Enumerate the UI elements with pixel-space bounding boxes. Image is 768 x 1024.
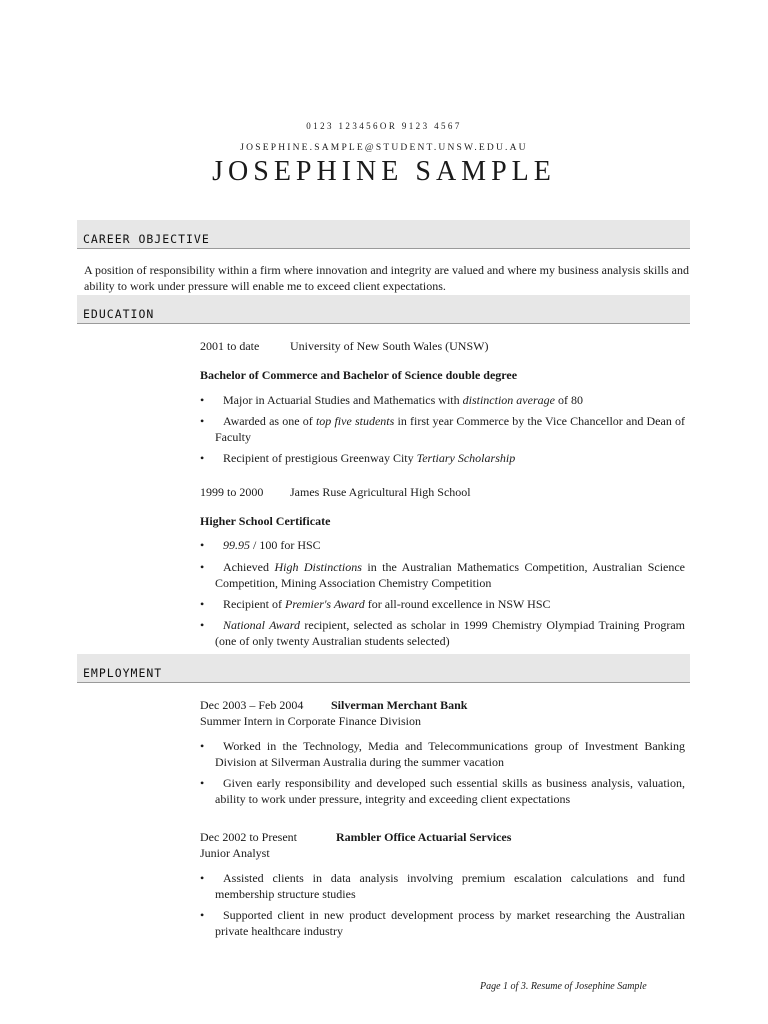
list-item: • Major in Actuarial Studies and Mathematics with distinction average of 80 [200, 393, 583, 407]
job-role-rambler: Junior Analyst [200, 846, 270, 860]
job-dates-silverman: Dec 2003 – Feb 2004 [200, 698, 304, 712]
bullet-icon: • [200, 414, 205, 428]
career-objective-text: A position of responsibility within a firm where innovation and integrity are valued and where my business analysis skills and ability to work under pressure will enable me to exceed client expectations. [84, 263, 689, 293]
career-objective-heading-band [77, 220, 690, 249]
bullet-icon: • [200, 451, 205, 465]
employment-heading-band [77, 654, 690, 683]
candidate-name: JOSEPHINE SAMPLE [212, 156, 556, 187]
list-item: • 99.95 / 100 for HSC [200, 538, 321, 552]
email-address: JOSEPHINE.SAMPLE@STUDENT.UNSW.EDU.AU [240, 143, 528, 153]
job-company-silverman: Silverman Merchant Bank [331, 698, 468, 712]
list-item: • Recipient of Premier's Award for all-round excellence in NSW HSC [200, 597, 551, 611]
list-item: • Awarded as one of top five students in first year Commerce by the Vice Chancellor and Dean of Faculty [200, 414, 686, 444]
education-heading-band [77, 295, 690, 324]
job-company-rambler: Rambler Office Actuarial Services [336, 830, 512, 844]
job-role-silverman: Summer Intern in Corporate Finance Division [200, 714, 421, 728]
bullet-icon: • [200, 871, 205, 885]
career-objective-heading: CAREER OBJECTIVE [83, 232, 210, 246]
list-item: • Worked in the Technology, Media and Telecommunications group of Investment Banking Division at Silverman Australia during the summer vacation [200, 739, 685, 769]
bullet-icon: • [200, 618, 205, 632]
education-degree-ruse: Higher School Certificate [200, 514, 331, 528]
list-item: • Assisted clients in data analysis involving premium escalation calculations and fund membership structure studies [200, 871, 685, 901]
bullet-icon: • [200, 776, 205, 790]
job-dates-rambler: Dec 2002 to Present [200, 830, 297, 844]
education-heading: EDUCATION [83, 307, 155, 321]
education-school-ruse: James Ruse Agricultural High School [290, 485, 471, 499]
list-item: • Recipient of prestigious Greenway City Tertiary Scholarship [200, 451, 516, 465]
bullet-icon: • [200, 538, 205, 552]
bullet-icon: • [200, 739, 205, 753]
list-item: • Supported client in new product development process by market researching the Australian private healthcare industry [200, 908, 685, 938]
education-degree-unsw: Bachelor of Commerce and Bachelor of Science double degree [200, 368, 518, 382]
list-item: • Given early responsibility and developed such essential skills as business analysis, valuation, ability to work under pressure, integrity and exceeding client expectations [200, 776, 685, 806]
list-item: • National Award recipient, selected as scholar in 1999 Chemistry Olympiad Training Program (one of only twenty Australian students selected) [200, 618, 685, 648]
phone-number: 0123 123456OR 9123 4567 [306, 121, 462, 131]
employment-heading: EMPLOYMENT [83, 666, 163, 680]
bullet-icon: • [200, 560, 205, 574]
education-dates-unsw: 2001 to date [200, 339, 260, 353]
bullet-icon: • [200, 908, 205, 922]
education-school-unsw: University of New South Wales (UNSW) [290, 339, 489, 353]
list-item: • Achieved High Distinctions in the Australian Mathematics Competition, Australian Science Competition, Mining Association Chemistry Competition [200, 560, 686, 590]
page-footer: Page 1 of 3. Resume of Josephine Sample [480, 981, 647, 992]
bullet-icon: • [200, 597, 205, 611]
education-dates-ruse: 1999 to 2000 [200, 485, 264, 499]
bullet-icon: • [200, 393, 205, 407]
